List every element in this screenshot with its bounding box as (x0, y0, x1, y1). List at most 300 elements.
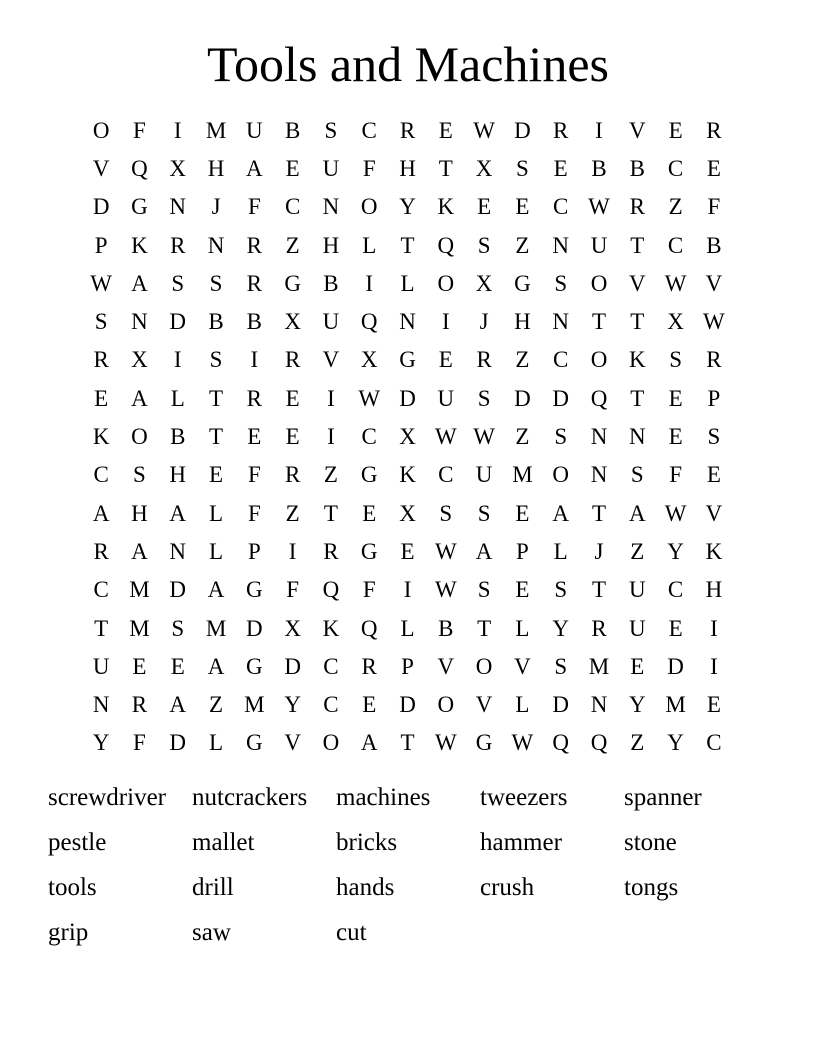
grid-letter: H (514, 309, 531, 335)
word-list-item: nutcrackers (192, 784, 308, 811)
grid-letter: H (705, 577, 723, 603)
grid-letter: E (285, 385, 300, 411)
grid-letter: E (209, 462, 224, 488)
grid-letter: B (208, 309, 224, 335)
grid-letter: G (246, 730, 263, 756)
grid-letter: R (399, 117, 416, 143)
grid-letter: C (667, 155, 684, 181)
grid-letter: N (92, 692, 110, 718)
grid-letter: A (92, 500, 110, 526)
grid-letter: Q (590, 730, 608, 756)
grid-letter: V (705, 500, 723, 526)
grid-letter: C (323, 692, 339, 718)
grid-letter: B (591, 155, 607, 181)
word-list-item: mallet (192, 829, 255, 856)
grid-letter: R (361, 653, 377, 679)
grid-letter: N (169, 538, 187, 564)
grid-letter: S (554, 424, 568, 450)
grid-letter: P (401, 653, 414, 679)
grid-letter: K (322, 615, 340, 641)
grid-letter: M (665, 692, 686, 718)
grid-letter: F (247, 500, 261, 526)
grid-letter: X (169, 155, 187, 181)
grid-letter: H (169, 462, 187, 488)
grid-letter: K (437, 194, 455, 220)
grid-letter: Y (667, 730, 684, 756)
word-list-item: drill (192, 874, 234, 901)
grid-letter: F (362, 155, 376, 181)
grid-letter: P (516, 538, 529, 564)
grid-letter: S (477, 577, 491, 603)
grid-letter: K (705, 538, 723, 564)
grid-letter: V (92, 155, 110, 181)
grid-letter: S (209, 347, 223, 373)
grid-letter: H (207, 155, 225, 181)
grid-letter: Y (628, 692, 646, 718)
word-list-item: hands (336, 874, 395, 901)
grid-letter: B (706, 232, 722, 258)
grid-letter: O (131, 424, 148, 450)
word-list-item: screwdriver (48, 784, 166, 811)
grid-letter: C (553, 347, 569, 373)
grid-letter: D (169, 730, 187, 756)
grid-letter: L (170, 385, 185, 411)
grid-letter: V (705, 270, 723, 296)
grid-letter: Z (515, 424, 530, 450)
grid-letter: U (92, 653, 110, 679)
grid-letter: Y (667, 538, 684, 564)
grid-letter: E (515, 500, 530, 526)
page-title: Tools and Machines (207, 36, 609, 92)
grid-letter: S (94, 309, 108, 335)
grid-letter: S (630, 462, 644, 488)
grid-letter: E (553, 155, 568, 181)
grid-letter: G (360, 538, 378, 564)
word-list-item: tweezers (480, 784, 568, 811)
grid-letter: V (284, 730, 301, 756)
grid-letter: N (131, 309, 148, 335)
grid-letter: I (403, 577, 412, 603)
grid-letter: R (246, 385, 262, 411)
grid-letter: J (211, 194, 221, 220)
grid-letter: I (710, 615, 718, 641)
grid-letter: I (710, 653, 718, 679)
grid-letter: L (400, 615, 415, 641)
grid-letter: L (400, 270, 415, 296)
grid-letter: E (477, 194, 492, 220)
grid-letter: T (209, 424, 224, 450)
grid-letter: V (437, 653, 455, 679)
grid-letter: A (169, 500, 187, 526)
grid-letter: Y (552, 615, 570, 641)
grid-letter: S (477, 500, 491, 526)
grid-letter: R (246, 232, 262, 258)
grid-letter: L (515, 615, 530, 641)
grid-letter: S (554, 270, 568, 296)
grid-letter: I (250, 347, 259, 373)
grid-letter: T (400, 730, 415, 756)
grid-letter: E (362, 692, 377, 718)
grid-letter: D (552, 692, 570, 718)
grid-letter: L (209, 500, 224, 526)
grid-letter: X (360, 347, 378, 373)
grid-letter: Y (92, 730, 110, 756)
grid-letter: X (475, 155, 493, 181)
grid-letter: U (590, 232, 608, 258)
grid-letter: E (630, 653, 645, 679)
grid-letter: S (439, 500, 453, 526)
grid-letter: F (133, 730, 146, 756)
grid-letter: C (553, 194, 569, 220)
grid-letter: N (628, 424, 646, 450)
grid-letter: S (477, 385, 491, 411)
grid-letter: I (441, 309, 450, 335)
grid-letter: A (131, 270, 148, 296)
grid-letter: Q (437, 232, 455, 258)
grid-letter: R (553, 117, 569, 143)
grid-letter: M (512, 462, 533, 488)
grid-letter: N (590, 462, 608, 488)
grid-letter: S (171, 270, 185, 296)
grid-letter: I (327, 385, 335, 411)
grid-letter: M (205, 117, 227, 143)
word-list (48, 782, 768, 962)
grid-letter: V (628, 117, 646, 143)
grid-letter: R (591, 615, 607, 641)
grid-letter: D (552, 385, 570, 411)
grid-letter: M (205, 615, 227, 641)
grid-letter: E (247, 424, 262, 450)
grid-letter: A (360, 730, 378, 756)
grid-letter: S (133, 462, 146, 488)
grid-letter: N (322, 194, 340, 220)
word-list-item: hammer (480, 829, 562, 856)
grid-letter: I (173, 117, 182, 143)
grid-letter: O (437, 270, 455, 296)
grid-letter: L (362, 232, 377, 258)
grid-letter: G (246, 653, 263, 679)
grid-letter: B (170, 424, 186, 450)
grid-letter: G (399, 347, 416, 373)
grid-letter: S (477, 232, 491, 258)
grid-letter: L (209, 730, 224, 756)
word-list-item: machines (336, 784, 431, 811)
grid-letter: I (173, 347, 182, 373)
grid-letter: F (362, 577, 376, 603)
grid-letter: C (93, 577, 109, 603)
grid-letter: X (284, 615, 301, 641)
grid-letter: H (131, 500, 148, 526)
grid-letter: T (630, 232, 645, 258)
word-list-item: stone (624, 829, 677, 856)
grid-letter: B (629, 155, 645, 181)
grid-letter: T (323, 500, 338, 526)
grid-letter: U (437, 385, 455, 411)
grid-letter: O (552, 462, 570, 488)
grid-letter: Z (515, 232, 530, 258)
grid-letter: J (594, 538, 604, 564)
grid-letter: R (93, 347, 109, 373)
grid-letter: Z (668, 194, 683, 220)
grid-letter: F (707, 194, 721, 220)
grid-letter: G (514, 270, 531, 296)
grid-letter: R (170, 232, 186, 258)
grid-letter: P (94, 232, 108, 258)
grid-letter: E (706, 155, 721, 181)
grid-letter: Q (131, 155, 148, 181)
grid-letter: A (475, 538, 493, 564)
grid-letter: K (628, 347, 646, 373)
grid-letter: Y (399, 194, 416, 220)
grid-letter: E (285, 424, 300, 450)
grid-letter: V (628, 270, 646, 296)
grid-letter: H (322, 232, 340, 258)
grid-letter: I (595, 117, 603, 143)
grid-letter: R (476, 347, 492, 373)
grid-letter: A (246, 155, 263, 181)
grid-letter: M (129, 577, 150, 603)
grid-letter: V (322, 347, 340, 373)
word-list-item: tongs (624, 874, 679, 901)
grid-letter: O (590, 347, 608, 373)
grid-letter: L (553, 538, 568, 564)
grid-letter: D (169, 309, 187, 335)
grid-letter: R (131, 692, 148, 718)
grid-letter: E (285, 155, 300, 181)
grid-letter: A (131, 385, 148, 411)
grid-letter: Q (360, 615, 378, 641)
grid-letter: S (669, 347, 682, 373)
grid-letter: U (628, 577, 646, 603)
grid-letter: W (434, 730, 457, 756)
grid-letter: K (399, 462, 416, 488)
grid-letter: W (588, 194, 610, 220)
grid-letter: W (434, 424, 457, 450)
grid-letter: L (209, 538, 224, 564)
grid-letter: Z (630, 538, 645, 564)
grid-letter: F (286, 577, 300, 603)
grid-letter: G (360, 462, 378, 488)
grid-letter: D (399, 385, 416, 411)
grid-letter: W (473, 117, 495, 143)
grid-letter: W (664, 500, 687, 526)
grid-letter: U (246, 117, 263, 143)
grid-letter: Q (552, 730, 570, 756)
letter-grid (82, 111, 733, 762)
grid-letter: X (399, 500, 416, 526)
grid-letter: N (552, 232, 570, 258)
grid-letter: Z (323, 462, 338, 488)
grid-letter: E (170, 653, 185, 679)
grid-letter: E (706, 692, 721, 718)
grid-letter: O (92, 117, 110, 143)
grid-letter: C (438, 462, 454, 488)
grid-letter: R (706, 347, 722, 373)
grid-letter: X (475, 270, 493, 296)
grid-letter: U (475, 462, 493, 488)
grid-letter: V (514, 653, 531, 679)
word-list-item: grip (48, 919, 89, 946)
grid-letter: E (362, 500, 377, 526)
grid-letter: R (706, 117, 722, 143)
grid-letter: Y (284, 692, 301, 718)
grid-letter: M (588, 653, 610, 679)
grid-letter: N (552, 309, 570, 335)
grid-letter: C (323, 653, 339, 679)
grid-letter: E (438, 347, 453, 373)
grid-letter: T (591, 309, 607, 335)
grid-letter: D (284, 653, 301, 679)
grid-letter: Q (322, 577, 340, 603)
grid-letter: K (131, 232, 148, 258)
grid-letter: V (475, 692, 493, 718)
grid-letter: Q (590, 385, 608, 411)
grid-letter: S (209, 270, 223, 296)
grid-letter: N (399, 309, 416, 335)
grid-letter: D (514, 385, 531, 411)
grid-letter: X (284, 309, 301, 335)
grid-letter: E (668, 385, 683, 411)
grid-letter: S (554, 653, 568, 679)
grid-letter: D (246, 615, 263, 641)
grid-letter: M (129, 615, 150, 641)
grid-letter: F (669, 462, 682, 488)
grid-letter: R (246, 270, 262, 296)
grid-letter: X (667, 309, 684, 335)
grid-letter: C (284, 194, 301, 220)
grid-letter: I (365, 270, 374, 296)
grid-letter: Z (209, 692, 224, 718)
grid-letter: X (399, 424, 416, 450)
grid-letter: E (438, 117, 453, 143)
grid-letter: E (706, 462, 721, 488)
grid-letter: S (171, 615, 185, 641)
grid-letter: C (706, 730, 722, 756)
grid-letter: E (400, 538, 415, 564)
grid-letter: J (479, 309, 489, 335)
grid-letter: G (246, 577, 263, 603)
grid-letter: E (94, 385, 109, 411)
grid-letter: E (515, 194, 530, 220)
word-list-item: crush (480, 874, 535, 901)
grid-letter: D (399, 692, 416, 718)
grid-letter: G (475, 730, 493, 756)
grid-letter: C (361, 117, 377, 143)
grid-letter: H (399, 155, 416, 181)
grid-letter: T (438, 155, 453, 181)
word-list-item: bricks (336, 829, 398, 856)
grid-letter: T (591, 500, 607, 526)
grid-letter: A (207, 577, 225, 603)
word-list-item: spanner (624, 784, 702, 811)
grid-letter: T (477, 615, 492, 641)
word-list-item: pestle (48, 829, 107, 856)
grid-letter: W (358, 385, 381, 411)
grid-letter: O (360, 194, 378, 220)
grid-letter: N (590, 424, 608, 450)
grid-letter: C (667, 577, 684, 603)
grid-letter: Z (515, 347, 530, 373)
grid-letter: A (207, 653, 225, 679)
grid-letter: N (169, 194, 187, 220)
grid-letter: R (284, 462, 301, 488)
grid-letter: E (668, 615, 683, 641)
grid-letter: A (628, 500, 646, 526)
word-list-item: tools (48, 874, 97, 901)
grid-letter: C (93, 462, 109, 488)
grid-letter: T (209, 385, 224, 411)
grid-letter: Z (630, 730, 645, 756)
grid-letter: K (92, 424, 110, 450)
grid-letter: U (322, 309, 340, 335)
grid-letter: D (514, 117, 531, 143)
grid-letter: F (247, 462, 261, 488)
grid-letter: A (169, 692, 187, 718)
grid-letter: S (516, 155, 529, 181)
grid-letter: O (590, 270, 608, 296)
grid-letter: B (284, 117, 301, 143)
word-list-item: saw (192, 919, 231, 946)
grid-letter: D (169, 577, 187, 603)
grid-letter: G (131, 194, 148, 220)
grid-letter: Q (360, 309, 378, 335)
grid-letter: R (284, 347, 301, 373)
grid-letter: S (324, 117, 338, 143)
grid-letter: W (511, 730, 534, 756)
grid-letter: C (361, 424, 377, 450)
grid-letter: T (591, 577, 607, 603)
grid-letter: W (703, 309, 725, 335)
grid-letter: W (90, 270, 112, 296)
grid-letter: D (92, 194, 110, 220)
grid-letter: Z (285, 500, 300, 526)
grid-letter: F (133, 117, 146, 143)
grid-letter: I (288, 538, 297, 564)
grid-letter: O (437, 692, 455, 718)
grid-letter: T (630, 309, 645, 335)
grid-letter: O (475, 653, 493, 679)
grid-letter: I (327, 424, 335, 450)
grid-letter: W (434, 577, 457, 603)
grid-letter: E (668, 424, 683, 450)
grid-letter: A (552, 500, 570, 526)
grid-letter: E (668, 117, 683, 143)
grid-letter: T (94, 615, 109, 641)
grid-letter: B (246, 309, 262, 335)
grid-letter: N (207, 232, 225, 258)
grid-letter: R (93, 538, 109, 564)
grid-letter: S (554, 577, 568, 603)
grid-letter: D (667, 653, 684, 679)
grid-letter: X (131, 347, 148, 373)
grid-letter: T (630, 385, 645, 411)
grid-letter: C (667, 232, 684, 258)
grid-letter: F (247, 194, 261, 220)
grid-letter: S (707, 424, 721, 450)
grid-letter: U (628, 615, 646, 641)
grid-letter: O (322, 730, 340, 756)
grid-letter: Z (285, 232, 300, 258)
grid-letter: A (131, 538, 148, 564)
grid-letter: E (132, 653, 147, 679)
grid-letter: B (323, 270, 339, 296)
grid-letter: R (323, 538, 339, 564)
grid-letter: L (515, 692, 530, 718)
grid-letter: N (590, 692, 608, 718)
grid-letter: U (322, 155, 340, 181)
grid-letter: E (515, 577, 530, 603)
grid-letter: G (284, 270, 301, 296)
